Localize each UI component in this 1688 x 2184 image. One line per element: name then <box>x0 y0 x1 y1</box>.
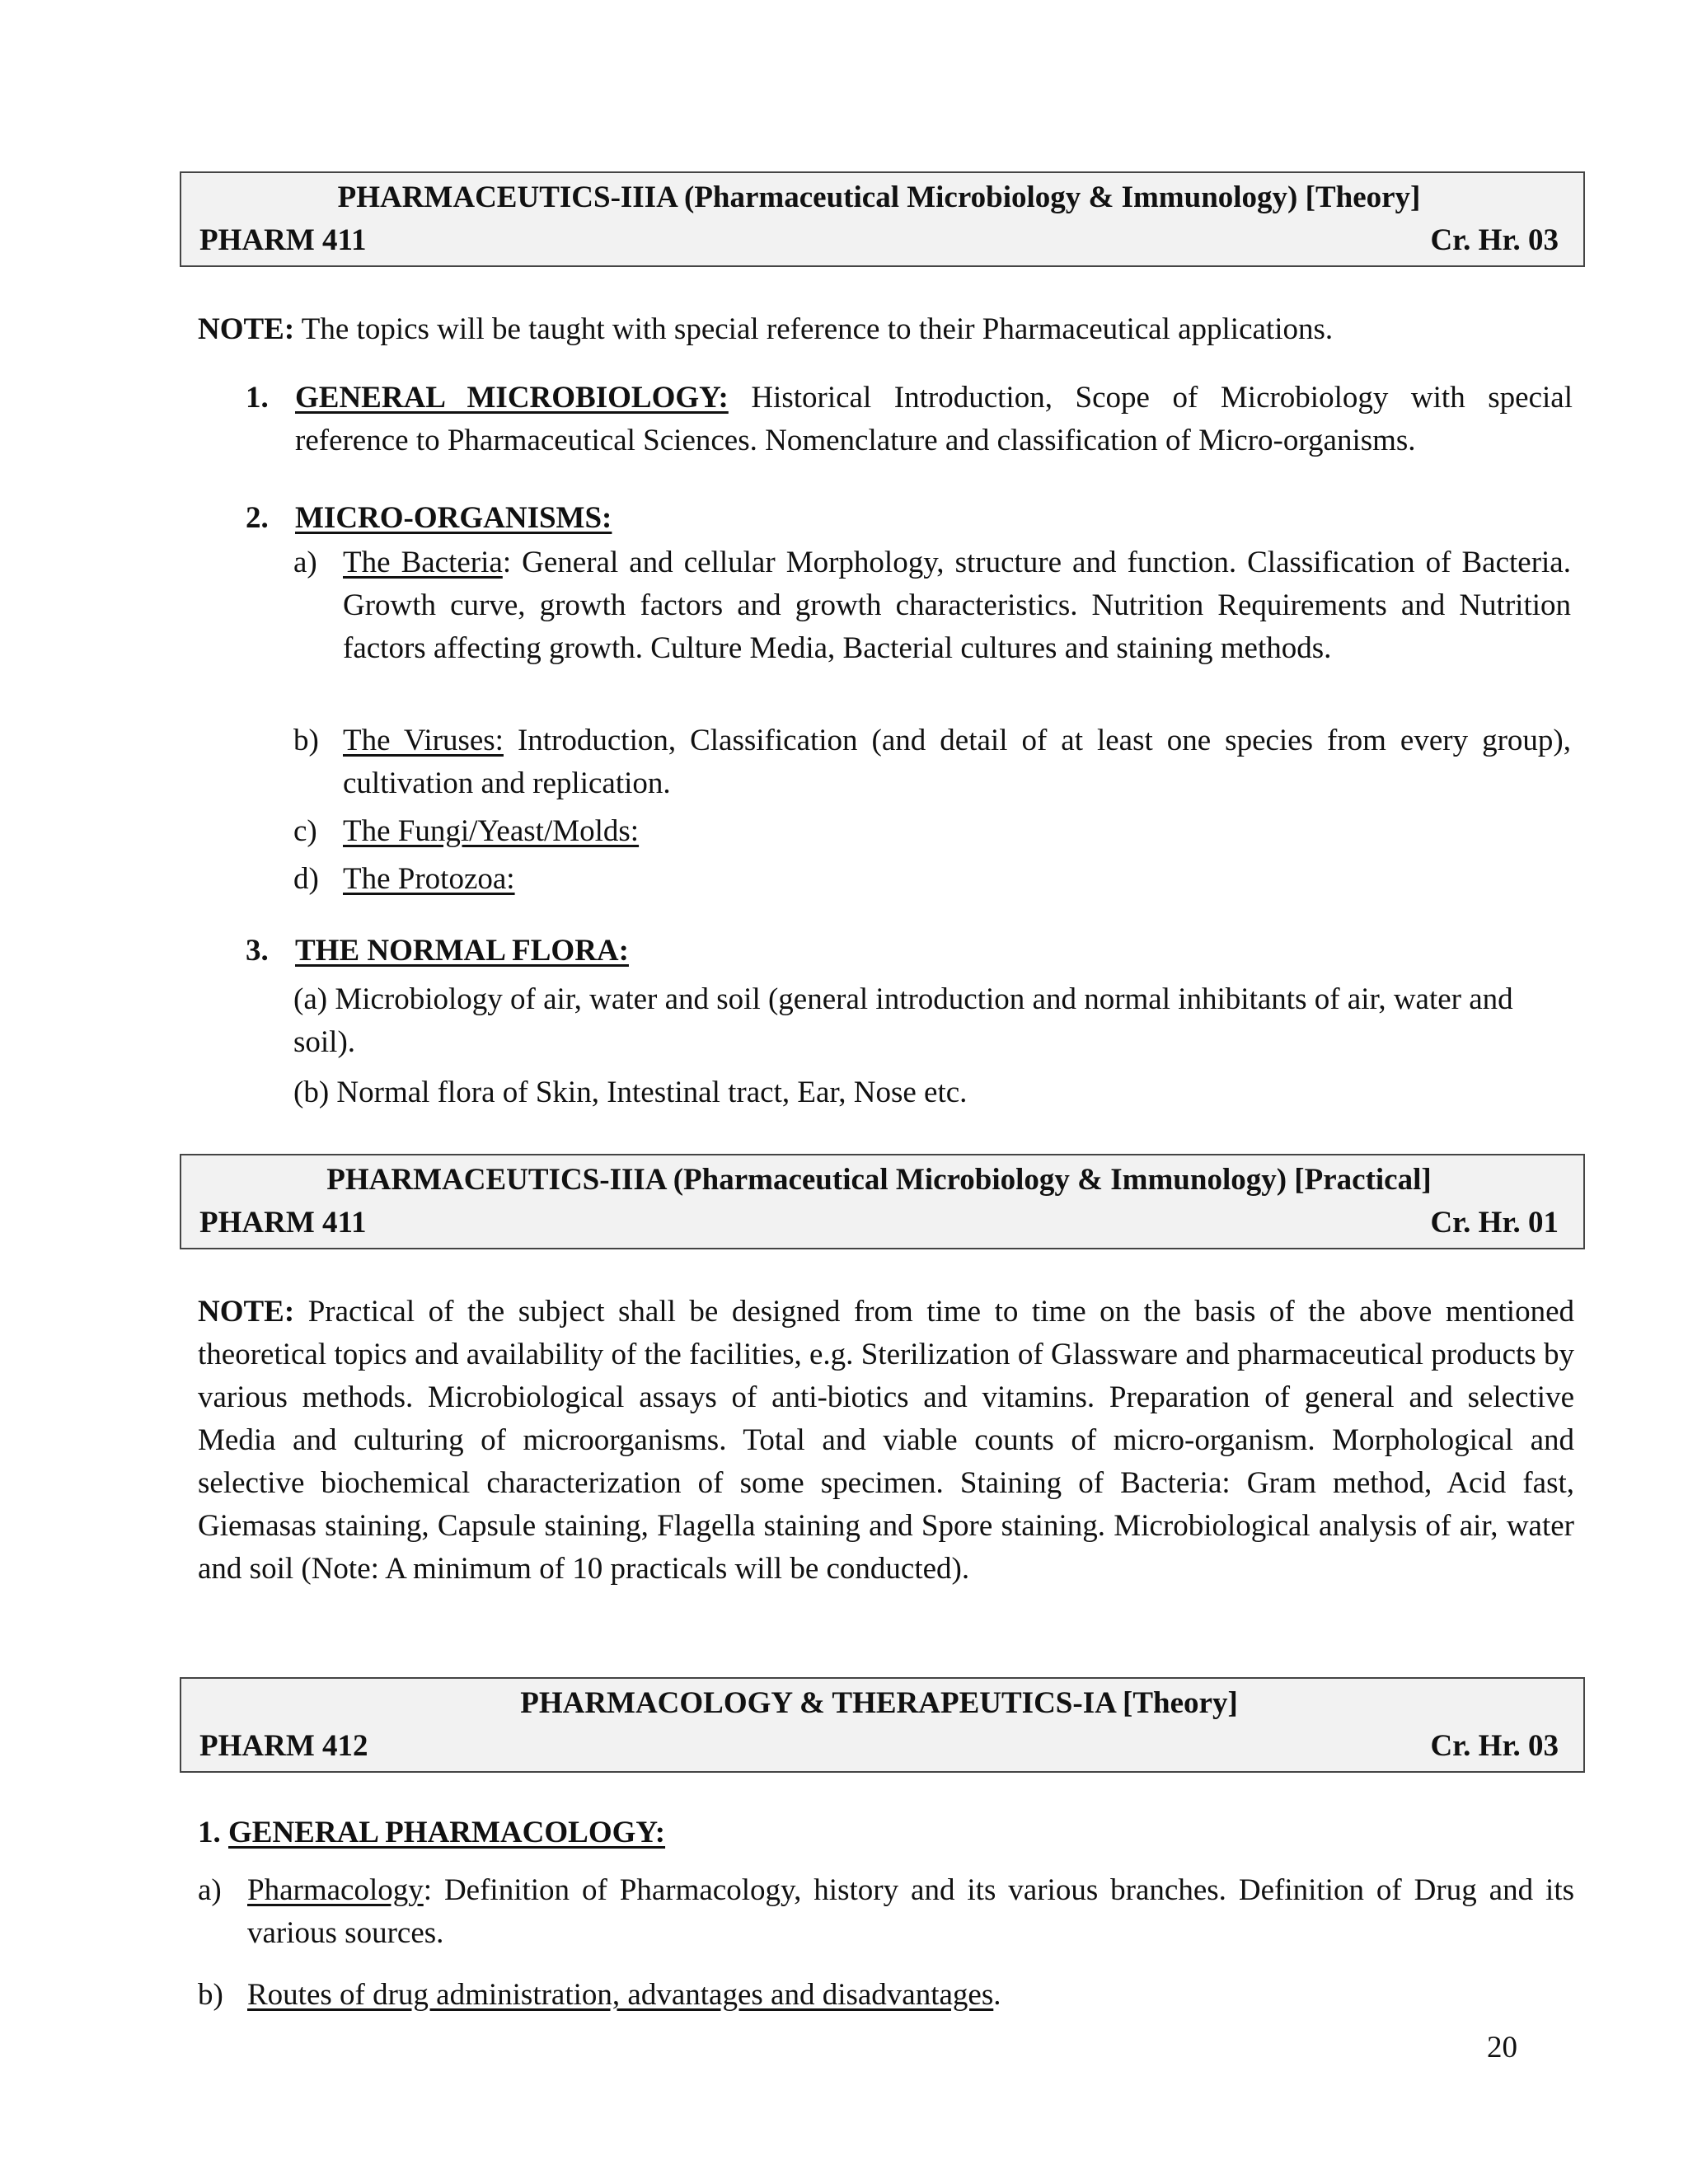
subtopic-letter: c) <box>293 814 317 848</box>
subtopic-letter: a) <box>198 1873 222 1907</box>
credit-hours: Cr. Hr. 03 <box>1430 223 1559 257</box>
subtopic-text: Normal flora of Skin, Intestinal tract, Ear, Nose etc. <box>336 1076 968 1109</box>
subtopic-title: Routes of drug administration, advantages and disadvantages <box>247 1978 994 2012</box>
topic-general-microbiology <box>246 377 1573 462</box>
course-title: PHARMACOLOGY & THERAPEUTICS-IA [Theory] <box>520 1686 1238 1720</box>
note-label: NOTE: <box>198 312 295 346</box>
subtopic-text: : Definition of Pharmacology, history and its various branches. Definition of Drug and its various sources. <box>247 1873 1574 1950</box>
subtopic-title: Pharmacology <box>247 1873 424 1907</box>
subtopic-letter: b) <box>198 1978 223 2012</box>
credit-hours: Cr. Hr. 01 <box>1430 1206 1559 1240</box>
subtopic-letter: a) <box>293 546 317 579</box>
topic-heading: GENERAL MICROBIOLOGY: <box>295 381 729 415</box>
subtopic-protozoa <box>293 858 1571 901</box>
subtopic-letter: b) <box>293 724 319 757</box>
course-title: PHARMACEUTICS-IIIA (Pharmaceutical Microbiology & Immunology) [Theory] <box>337 180 1421 214</box>
section-general-pharmacology <box>198 1811 665 1854</box>
credit-hours: Cr. Hr. 03 <box>1430 1729 1559 1763</box>
topic-number: 2. <box>246 501 269 535</box>
topic-heading: MICRO-ORGANISMS: <box>295 501 612 535</box>
subtopic-title: The Fungi/Yeast/Molds: <box>343 814 640 848</box>
note-paragraph <box>198 308 1582 351</box>
subtopic-text: Microbiology of air, water and soil (general introduction and normal inhibitants of air, water and soil). <box>293 982 1513 1059</box>
course-code: PHARM 411 <box>199 1206 367 1240</box>
subtopic-fungi <box>293 810 1571 853</box>
course-header-pharm412-theory <box>180 1677 1585 1773</box>
topic-normal-flora <box>246 930 1573 972</box>
subtopic-viruses <box>293 719 1571 805</box>
subtopic-letter: d) <box>293 862 319 896</box>
subtopic-routes <box>198 1974 1574 2017</box>
section-number: 1. <box>198 1816 221 1849</box>
subtopic-title: The Viruses: <box>343 724 504 757</box>
topic-micro-organisms <box>246 497 1573 540</box>
subtopic-letter: (b) <box>293 1076 330 1109</box>
course-header-pharm411-practical <box>180 1154 1585 1249</box>
page-number: 20 <box>1487 2031 1517 2064</box>
course-header-pharm411-theory <box>180 171 1585 267</box>
subtopic-normal-flora <box>293 1071 1546 1114</box>
subtopic-title: The Protozoa: <box>343 862 515 896</box>
topic-heading: THE NORMAL FLORA: <box>295 934 629 968</box>
subtopic-pharmacology <box>198 1869 1574 1955</box>
practical-note-paragraph <box>198 1291 1574 1591</box>
subtopic-air-water-soil <box>293 978 1546 1064</box>
subtopic-text: . <box>993 1978 1001 2012</box>
subtopic-text: Introduction, Classification (and detail of at least one species from every group), cultivation and replication. <box>343 724 1571 800</box>
subtopic-title: The Bacteria <box>343 546 503 579</box>
topic-number: 1. <box>246 381 269 415</box>
note-label: NOTE: <box>198 1295 295 1329</box>
note-text: Practical of the subject shall be designed from time to time on the basis of the above mentioned theoretical topics and availability of the facilities, e.g. Sterilization of Glassware and pharmaceutical products by various methods. Microbiological assays of anti-biotics and vitamins. Preparation of general and selective Media and culturing of microorganisms. Total and viable counts of micro-organism. Morphological and selective biochemical characterization of some specimen. Staining of Bacteria: Gram method, Acid fast, Giemasas staining, Capsule staining, Flagella staining and Spore staining. Microbiological analysis of air, water and soil (Note: A minimum of 10 practicals will be conducted). <box>198 1295 1574 1586</box>
topic-number: 3. <box>246 934 269 968</box>
course-code: PHARM 412 <box>199 1729 368 1763</box>
subtopic-bacteria <box>293 541 1571 670</box>
subtopic-letter: (a) <box>293 982 328 1016</box>
course-title: PHARMACEUTICS-IIIA (Pharmaceutical Microbiology & Immunology) [Practical] <box>326 1163 1432 1197</box>
course-code: PHARM 411 <box>199 223 367 257</box>
note-text: The topics will be taught with special reference to their Pharmaceutical applications. <box>294 312 1334 346</box>
subtopic-text: : General and cellular Morphology, structure and function. Classification of Bacteria. Growth curve, growth factors and growth characteristics. Nutrition Requirements and Nutrition factors affecting growth. Culture Media, Bacterial cultures and staining methods. <box>343 546 1571 665</box>
topic-text: Historical Introduction, Scope of Microbiology with special reference to Pharmaceutical Sciences. Nomenclature and classification of Micro-organisms. <box>295 381 1573 457</box>
section-heading: GENERAL PHARMACOLOGY: <box>228 1816 666 1849</box>
